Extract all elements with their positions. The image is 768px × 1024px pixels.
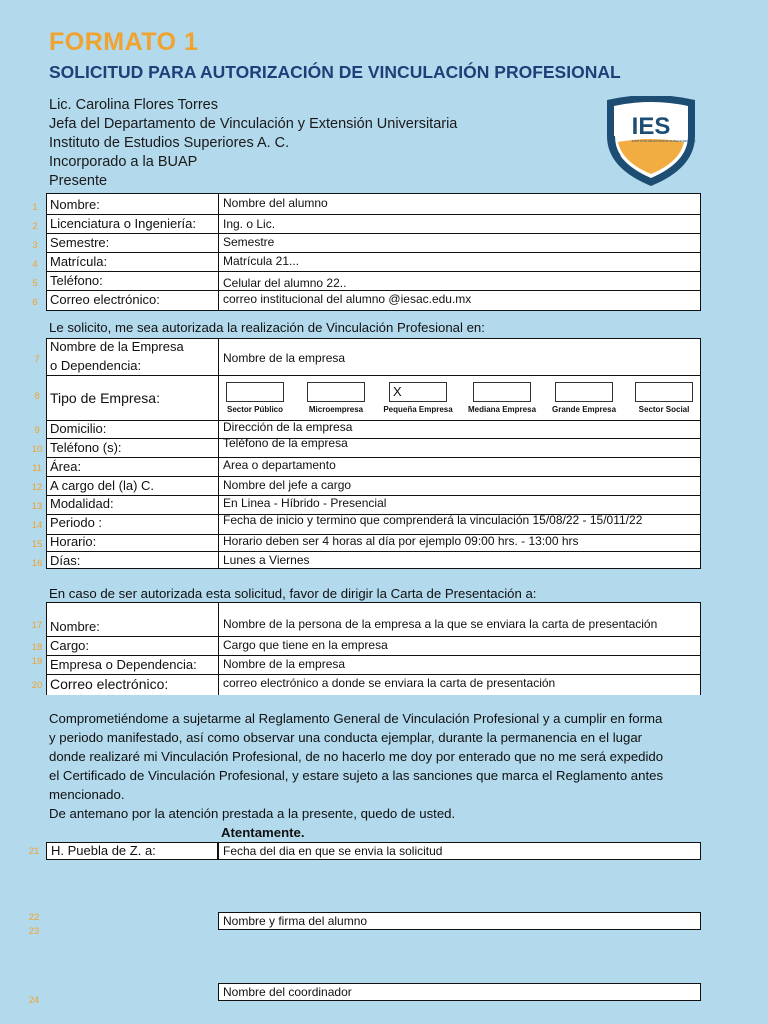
recipient-email-field[interactable]: correo electrónico a donde se enviara la carta de presentación — [223, 676, 556, 690]
row-number: 2 — [32, 221, 38, 232]
commitment-line: donde realizaré mi Vinculación Profesional, de no hacerlo me doy por enterado que no me será expedido — [49, 749, 664, 764]
company-phone-label: Teléfono (s): — [50, 440, 122, 455]
phone-label: Teléfono: — [50, 273, 103, 288]
recipient-name-label: Nombre: — [50, 619, 100, 634]
row-number: 5 — [32, 278, 38, 289]
modality-label: Modalidad: — [50, 496, 114, 511]
institution-name: Instituto de Estudios Superiores A. C. — [49, 135, 290, 151]
student-email-field[interactable]: correo institucional del alumno @iesac.edu.mx — [223, 292, 472, 306]
schedule-label: Horario: — [50, 534, 97, 549]
incorporation: Incorporado a la BUAP — [49, 154, 198, 170]
row-number: 11 — [32, 463, 42, 474]
semester-field[interactable]: Semestre — [223, 235, 275, 249]
supervisor-label: A cargo del (la) C. — [50, 478, 155, 493]
row-number: 16 — [31, 558, 43, 569]
format-title: FORMATO 1 — [49, 28, 199, 56]
company-name-label-2: o Dependencia: — [50, 358, 142, 373]
recipient-name: Lic. Carolina Flores Torres — [49, 97, 218, 113]
row-number: 18 — [31, 642, 43, 653]
row-number: 19 — [31, 656, 43, 667]
company-phone-field[interactable]: Teléfono de la empresa — [223, 436, 348, 450]
recipient-company-field[interactable]: Nombre de la empresa — [223, 657, 346, 671]
row-number: 3 — [32, 240, 38, 251]
company-name-label: Nombre de la Empresa — [50, 339, 184, 354]
schedule-field[interactable]: Horario deben ser 4 horas al día por ejemplo 09:00 hrs. - 13:00 hrs — [223, 534, 579, 548]
logo-small-text: INSTITUTO DE ESTUDIOS SUPERIORES, A.C. — [631, 139, 697, 143]
type-small-checkbox[interactable]: X — [389, 382, 447, 402]
recipient-email-label: Correo electrónico: — [50, 676, 169, 692]
row-number: 4 — [32, 259, 38, 270]
row-number: 22 — [28, 912, 40, 923]
type-social-checkbox[interactable] — [635, 382, 693, 402]
type-large-label: Grande Empresa — [551, 405, 617, 414]
row-number: 10 — [31, 444, 43, 455]
date-field[interactable]: Fecha del dia en que se envia la solicitud — [218, 842, 701, 860]
commitment-line: De antemano por la atención prestada a la presente, quedo de usted. — [49, 806, 456, 821]
commitment-line: Comprometiéndome a sujetarme al Reglamento General de Vinculación Profesional y a cumplir en forma — [49, 711, 663, 726]
form-subtitle: SOLICITUD PARA AUTORIZACIÓN DE VINCULACIÓN PROFESIONAL — [49, 62, 621, 82]
row-number: 23 — [28, 926, 40, 937]
company-name-field[interactable]: Nombre de la empresa — [223, 351, 346, 365]
commitment-line: mencionado. — [49, 787, 125, 802]
type-medium-checkbox[interactable] — [473, 382, 531, 402]
modality-field[interactable]: En Linea - Híbrido - Presencial — [223, 496, 387, 510]
type-public-checkbox[interactable] — [226, 382, 284, 402]
area-label: Área: — [50, 459, 82, 474]
student-name-field[interactable]: Nombre del alumno — [223, 196, 328, 210]
email-label: Correo electrónico: — [50, 292, 160, 307]
row-number: 7 — [34, 354, 40, 365]
position-label: Cargo: — [50, 638, 90, 653]
row-number: 8 — [34, 391, 40, 402]
recipient-name-field[interactable]: Nombre de la persona de la empresa a la que se enviara la carta de presentación — [223, 617, 658, 631]
logo-text: IES — [631, 113, 671, 140]
row-number: 6 — [32, 297, 38, 308]
row-number: 20 — [31, 680, 43, 691]
address-label: Domicilio: — [50, 421, 107, 436]
row-number: 15 — [31, 539, 43, 550]
student-id-field[interactable]: Matrícula 21... — [223, 254, 300, 268]
degree-label: Licenciatura o Ingeniería: — [50, 216, 196, 231]
row-number: 12 — [31, 482, 43, 493]
row-number: 1 — [32, 202, 38, 213]
degree-field[interactable]: Ing. o Lic. — [223, 217, 276, 231]
letter-text: En caso de ser autorizada esta solicitud, favor de dirigir la Carta de Presentación a: — [49, 586, 537, 601]
name-label: Nombre: — [50, 197, 100, 212]
semester-label: Semestre: — [50, 235, 110, 250]
type-large-checkbox[interactable] — [555, 382, 613, 402]
company-type-label: Tipo de Empresa: — [50, 390, 160, 406]
presente: Presente — [49, 173, 108, 189]
student-signature-field[interactable]: Nombre y firma del alumno — [218, 912, 701, 930]
row-number: 21 — [28, 846, 40, 857]
row-number: 24 — [28, 995, 40, 1006]
ies-logo — [604, 96, 698, 188]
coordinator-field[interactable]: Nombre del coordinador — [218, 983, 701, 1001]
area-field[interactable]: Area o departamento — [223, 458, 336, 472]
type-micro-label: Microempresa — [308, 405, 364, 414]
place-label: H. Puebla de Z. a: — [46, 842, 218, 860]
closing: Atentamente. — [221, 825, 305, 840]
supervisor-field[interactable]: Nombre del jefe a cargo — [223, 478, 352, 492]
period-label: Periodo : — [50, 515, 103, 530]
student-phone-field[interactable]: Celular del alumno 22.. — [223, 276, 347, 290]
company-address-field[interactable]: Dirección de la empresa — [223, 420, 353, 434]
company-label: Empresa o Dependencia: — [50, 657, 197, 672]
type-medium-label: Mediana Empresa — [467, 405, 537, 414]
id-label: Matrícula: — [50, 254, 108, 269]
row-number: 14 — [31, 520, 43, 531]
type-small-label: Pequeña Empresa — [383, 405, 453, 414]
days-field[interactable]: Lunes a Viernes — [223, 553, 310, 567]
commitment-line: el Certificado de Vinculación Profesional, y estare sujeto a las sanciones que marca el Reglamento antes — [49, 768, 664, 783]
request-text: Le solicito, me sea autorizada la realización de Vinculación Profesional en: — [49, 320, 485, 335]
recipient-position-field[interactable]: Cargo que tiene en la empresa — [223, 638, 388, 652]
row-number: 9 — [34, 425, 40, 436]
recipient-position: Jefa del Departamento de Vinculación y Extensión Universitaria — [49, 116, 458, 132]
commitment-line: y periodo manifestado, así como observar una conducta ejemplar, durante la permanencia en el lugar — [49, 730, 643, 745]
type-public-label: Sector Público — [226, 405, 283, 414]
row-number: 13 — [31, 501, 43, 512]
row-number: 17 — [31, 620, 43, 631]
period-field[interactable]: Fecha de inicio y termino que comprenderá la vinculación 15/08/22 - 15/011/22 — [223, 513, 643, 527]
type-micro-checkbox[interactable] — [307, 382, 365, 402]
days-label: Días: — [50, 553, 81, 568]
type-social-label: Sector Social — [638, 405, 690, 414]
